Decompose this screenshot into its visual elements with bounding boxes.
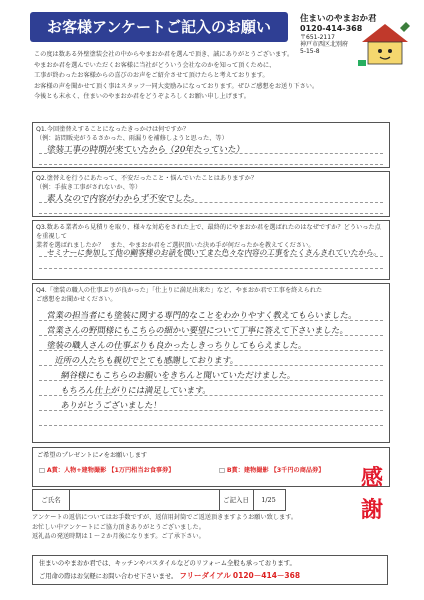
- question-3-text: Q3.数ある業者から見積りを取り、様々な対応をされた上で、最終的にやまおか君を選ばれたのはなぜですか？どういった点を重視して: [36, 224, 381, 240]
- question-3-answer: セミナーに参加して他の顧客様のお話を聞いてまた色々な内容の工事をたくさんされていたから。: [46, 248, 382, 257]
- question-4-answer-line: 営業の担当者にも塗装に関する専門的なことをわかりやすく教えてもらいました。: [46, 310, 358, 320]
- question-4-title: [33, 284, 389, 306]
- present-option-a-detail: 【1万円相当お食事券】: [108, 467, 175, 474]
- question-4-text: Q4.「塗装の職人の仕事ぶりが良かった」「仕上りに満足出来た」など、やまおか君で工事を終えられた: [36, 287, 323, 294]
- footer-line-2: [39, 570, 381, 583]
- checkbox[interactable]: □: [39, 467, 45, 474]
- return-note: [32, 513, 352, 542]
- company-tel: 0120-414-368: [300, 24, 363, 33]
- present-option-b-detail: 【3千円の商品券】: [270, 467, 325, 474]
- freedial-number[interactable]: 0120－414－368: [232, 571, 301, 580]
- present-option-b-label: B賞：建物撮影: [226, 467, 269, 474]
- kansha-char: 感: [360, 465, 383, 491]
- present-option-a[interactable]: [39, 465, 174, 474]
- question-3-sub: 業者を選ばれましたか？ また、やまおか君をご選択頂いた決め手が何だったかを教えてください。: [36, 242, 315, 249]
- answer-line: [39, 268, 383, 269]
- present-title: ご希望のプレゼントに✓をお願いします: [37, 452, 148, 459]
- question-1-sub: （例：訪問販売がうるさかった、雨漏りを補修しようと思った、等）: [36, 135, 228, 142]
- note-line: 返礼品の発送時期は１～２か月後になります。ご了承下さい。: [32, 533, 205, 540]
- mascot-logo: [356, 20, 414, 68]
- question-2-title: [33, 172, 389, 194]
- question-1-text: Q1.今回塗替えすることになったきっかけは何ですか？: [36, 126, 190, 133]
- question-4-answer-line: 網谷様にもこちらのお願いをきちんと聞いていただけました。: [60, 370, 297, 380]
- answer-line: [39, 425, 383, 426]
- name-label: ご氏名: [33, 490, 70, 510]
- footer-box: [32, 555, 388, 585]
- intro-line: やまおか君を選んでいただくお客様に当社がどういう会社なのかを知って頂くために、: [34, 61, 276, 69]
- question-2-sub: （例：手抜き工事がされないか、等）: [36, 184, 142, 191]
- date-value[interactable]: 1/25: [261, 496, 276, 504]
- signature-row: [32, 489, 286, 511]
- footer-line-2-text: ご用命の際はお気軽にお問い合わせ下さいませ。: [39, 573, 178, 580]
- question-4-sub: ご感想をお聞かせください。: [36, 296, 117, 303]
- question-4-answer-line: 近所の人たちも親切でとても感謝しております。: [54, 355, 240, 365]
- kansha-stamp: [352, 462, 392, 534]
- intro-line: 今後とも末永く、住まいのやまおか君をどうぞよろしくお願い申し上げます。: [34, 93, 250, 100]
- question-4-answer-line: もちろん仕上がりには満足しています。: [60, 385, 212, 395]
- intro-line: 工事が終わったお客様からの喜びのお声をご紹介させて頂けたらと考えております。: [34, 72, 269, 79]
- company-address2: 5-15-8: [300, 48, 320, 55]
- company-name: 住まいのやまおか君: [300, 14, 377, 24]
- company-address1: 神戸市西区北別府: [300, 41, 349, 48]
- question-1-box: [32, 122, 390, 168]
- question-2-box: [32, 171, 390, 217]
- checkbox[interactable]: □: [219, 467, 225, 474]
- intro-line: お客様の声を聞かせて頂く事はスタッフ一同大変励みになっております。ぜひご感想をお送り下さい。: [34, 82, 319, 90]
- footer-line-1: 住まいのやまおか君では、キッチンやバスタイルなどのリフォーム全般も承っております。: [39, 560, 296, 567]
- question-1-answer: 塗装工事の時期が来ていたから（20年たっていた）: [46, 145, 246, 155]
- question-4-answer-line: ありがとうございました！: [60, 400, 163, 410]
- freedial-label: フリーダイアル: [179, 571, 231, 580]
- note-line: お忙しい中アンケートにご協力頂きありがとうございました。: [32, 523, 205, 531]
- question-4-answer-line: 塗装の職人さんの仕事ぶりも良かったしきっちりしてもらえました。: [46, 340, 308, 350]
- company-postal: 〒651-2117: [300, 34, 335, 41]
- name-field[interactable]: [69, 490, 220, 510]
- present-box: [32, 447, 390, 487]
- answer-line: [39, 164, 383, 165]
- question-1-title: [33, 123, 389, 145]
- intro-line: この度は数ある外壁塗装会社の中からやまおか君を選んで頂き、誠にありがとうございます。: [34, 51, 294, 58]
- date-label: ご記入日: [219, 490, 254, 510]
- present-option-a-label: A賞：人物+建物撮影: [46, 467, 107, 474]
- question-3-box: [32, 220, 390, 280]
- answer-line: [39, 213, 383, 214]
- question-4-box: [32, 283, 390, 443]
- question-2-text: Q2.塗替えを行うにあたって、不安だったこと・悩んでいたことはありますか？: [36, 175, 258, 182]
- question-4-answer-line: 営業さんの野間様にもこちらの細かい要望について丁寧に答えて下さいました。: [46, 325, 350, 335]
- page-title: お客様アンケートご記入のお願い: [30, 12, 288, 42]
- intro-text: [34, 50, 354, 103]
- note-line: アンケートの返信についてはお手数ですが、返信用封筒でご返送頂きますようお願い致します。: [32, 514, 298, 521]
- question-2-answer: 素人なので内容がわからず不安でした。: [46, 194, 201, 204]
- present-option-b[interactable]: [219, 465, 324, 474]
- kansha-char: 謝: [360, 497, 383, 523]
